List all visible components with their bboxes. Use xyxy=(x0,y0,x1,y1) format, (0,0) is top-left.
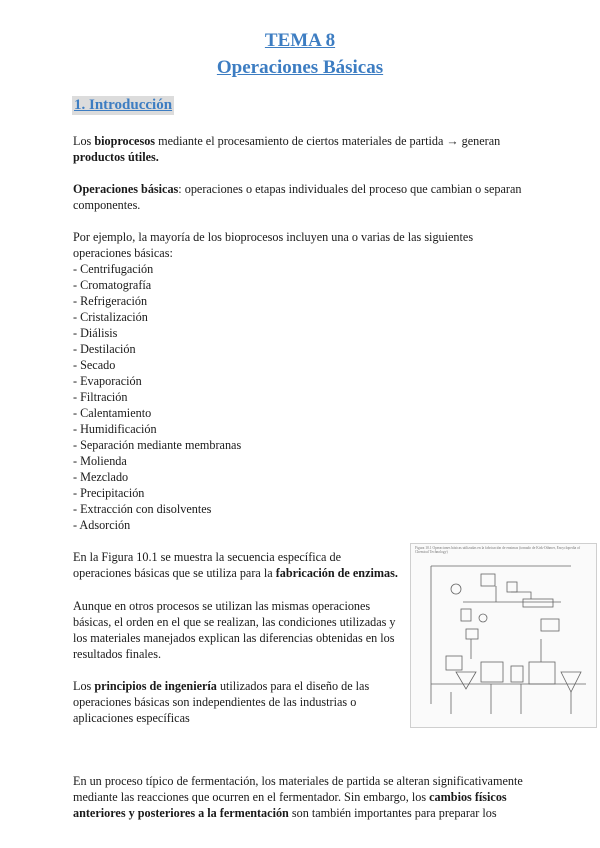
paragraph-bioprocesos: Los bioprocesos mediante el procesamiento de ciertos materiales de partida → generan productos útiles. xyxy=(73,134,501,164)
paragraph-fermentacion: En un proceso típico de fermentación, los materiales de partida se alteran significativamente mediante las reacciones que ocurren en el fermentador. Sin embargo, los cambios físicos anteriores y posteriores a la fermentación son también importantes para preparar los xyxy=(73,774,523,820)
paragraph-otros-procesos: Aunque en otros procesos se utilizan las mismas operaciones básicas, el orden en el que se realizan, las condiciones utilizadas y los materiales manejados explican las diferencias obtenidas en los resultados finales. xyxy=(73,599,396,661)
list-item: - Calentamiento xyxy=(73,406,152,420)
section-heading-introduccion: 1. Introducción xyxy=(74,97,173,113)
list-item: - Evaporación xyxy=(73,374,142,388)
paragraph-figura: En la Figura 10.1 se muestra la secuencia específica de operaciones básicas que se utiliza para la fabricación de enzimas. xyxy=(73,550,398,580)
list-item: - Centrifugación xyxy=(73,262,154,276)
paragraph-principios: Los principios de ingeniería utilizados para el diseño de las operaciones básicas son independientes de las industrias o aplicaciones específicas xyxy=(73,679,370,725)
list-item: - Adsorción xyxy=(73,518,131,532)
paragraph-operaciones-basicas: Operaciones básicas: operaciones o etapas individuales del proceso que cambian o separan componentes. xyxy=(73,182,522,212)
list-item: - Molienda xyxy=(73,454,127,468)
list-item: - Mezclado xyxy=(73,470,129,484)
list-item: - Cristalización xyxy=(73,310,148,324)
list-item: - Humidificación xyxy=(73,422,157,436)
list-item: - Refrigeración xyxy=(73,294,148,308)
paragraph-ejemplo: Por ejemplo, la mayoría de los bioprocesos incluyen una o varias de las siguientes operaciones básicas: xyxy=(73,230,474,260)
list-item: - Secado xyxy=(73,358,116,372)
figure-enzyme-process-diagram xyxy=(410,543,597,728)
list-item: - Precipitación xyxy=(73,486,145,500)
figure-caption: Figura 10.1 Operaciones básicas utilizadas en la fabricación de enzimas (tomado de Kirk-Othmer, Encyclopedia of Chemical Technology) xyxy=(415,546,581,555)
list-item: - Cromatografía xyxy=(73,278,152,292)
page-title: TEMA 8 xyxy=(264,30,336,51)
list-item: - Destilación xyxy=(73,342,136,356)
list-item: - Separación mediante membranas xyxy=(73,438,242,452)
list-item: - Filtración xyxy=(73,390,128,404)
list-item: - Extracción con disolventes xyxy=(73,502,212,516)
process-flow-diagram xyxy=(411,544,596,727)
page-subtitle: Operaciones Básicas xyxy=(216,57,384,78)
list-item: - Diálisis xyxy=(73,326,118,340)
operations-list xyxy=(73,261,241,533)
